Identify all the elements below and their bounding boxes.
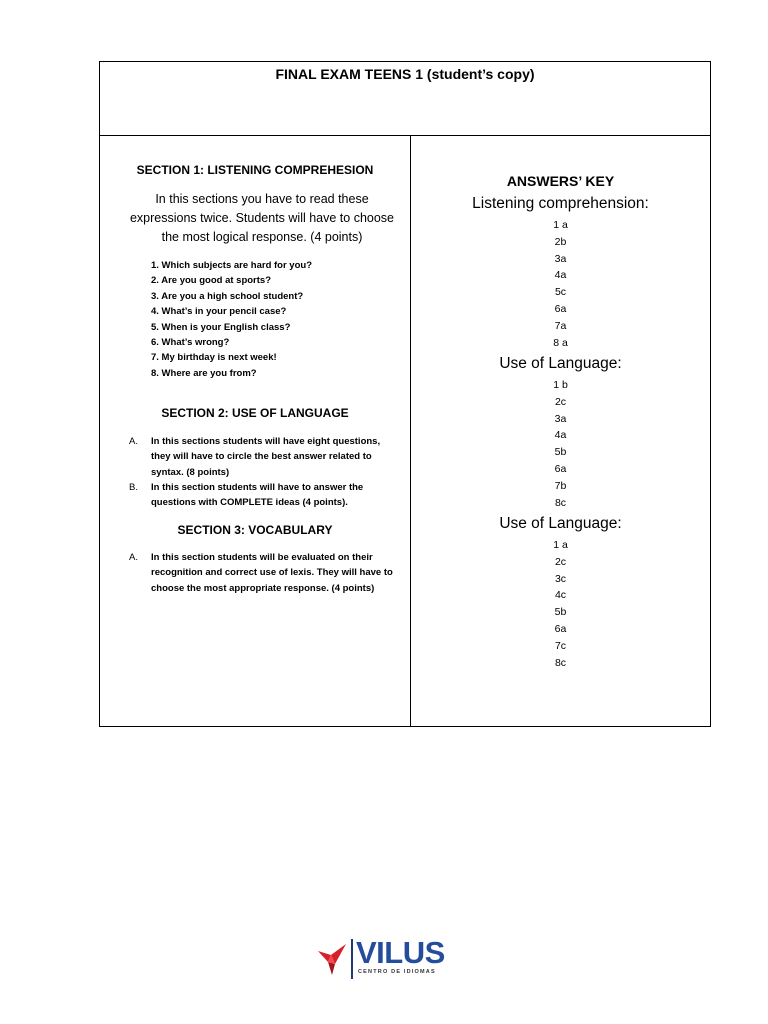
answer-item: 7b [554,479,567,492]
item-letter: A. [129,552,138,563]
answer-item: 7a [554,319,567,332]
item-line: questions with COMPLETE ideas (4 points). [151,497,348,509]
section1-intro-line: In this sections you have to read these [155,192,369,206]
answers-list-listening [411,217,710,351]
answer-item: 5b [554,606,567,619]
question-item: 6. What’s wrong? [151,337,230,349]
item-line: recognition and correct use of lexis. They will have to [151,567,393,579]
answers-list-vocabulary [411,537,710,671]
bird-icon [318,942,348,976]
vilus-logo [318,936,458,982]
item-text [151,550,403,596]
section3-title: SECTION 3: VOCABULARY [177,523,333,537]
answer-item: 8c [554,496,567,509]
section2-title: SECTION 2: USE OF LANGUAGE [161,406,349,420]
item-line: choose the most appropriate response. (4 points) [151,582,375,594]
exam-title: FINAL EXAM TEENS 1 (student’s copy) [275,66,535,82]
section1-question-list [151,258,312,381]
answers-group-heading: Use of Language: [499,355,622,372]
item-line: they will have to circle the best answer related to [151,451,372,463]
sections-column [100,136,410,726]
item-text [151,480,403,511]
section1-intro [122,190,402,247]
item-line: In this section students will have to answer the [151,482,364,493]
exam-header [100,62,710,136]
answer-item: 6a [554,462,567,475]
answer-item: 4c [554,589,567,602]
answer-item: 1 a [553,219,568,231]
item-line: In this sections students will have eight questions, [151,436,381,447]
answers-group-heading: Use of Language: [499,515,622,532]
section1-title: SECTION 1: LISTENING COMPREHESION [136,163,374,177]
answer-item: 5c [554,286,567,299]
question-item: 7. My birthday is next week! [151,352,277,364]
answer-item: 4a [554,429,567,442]
answer-item: 2b [554,235,567,248]
answer-item: 6a [554,302,567,315]
section1-intro-line: expressions twice. Students will have to choose [129,211,395,225]
answer-item: 3a [554,412,567,425]
answer-item: 5b [554,446,567,459]
answer-item: 4a [554,269,567,282]
logo-tagline: CENTRO DE IDIOMAS [358,969,436,975]
question-item: 3. Are you a high school student? [151,290,304,302]
answer-item: 8c [554,656,567,669]
item-line: syntax. (8 points) [151,466,230,478]
answer-item: 1 b [553,379,568,391]
answer-item: 7c [554,639,567,652]
answer-item: 3a [554,252,567,265]
question-item: 5. When is your English class? [151,321,291,333]
item-letter: B. [129,482,138,493]
answer-item: 3c [554,572,567,585]
answer-item: 2c [554,395,567,408]
question-item: 8. Where are you from? [151,367,257,379]
item-letter: A. [129,436,138,447]
item-line: In this section students will be evaluated on their [151,552,373,563]
answers-list-language [411,377,710,511]
answer-item: 6a [554,622,567,635]
exam-sheet [99,61,711,727]
item-text [151,434,403,480]
logo-divider [351,939,353,979]
question-item: 1. Which subjects are hard for you? [151,260,313,271]
answers-column [411,136,710,726]
logo-wordmark: VILUS [356,935,445,970]
answer-item: 1 a [553,539,568,551]
question-item: 4. What’s in your pencil case? [151,306,287,318]
question-item: 2. Are you good at sports? [151,275,271,287]
section1-intro-line: the most logical response. (4 points) [161,230,363,244]
answers-key-title: ANSWERS’ KEY [506,173,615,189]
answers-group-heading: Listening comprehension: [472,195,649,212]
answer-item: 2c [554,555,567,568]
answer-item: 8 a [553,336,568,349]
